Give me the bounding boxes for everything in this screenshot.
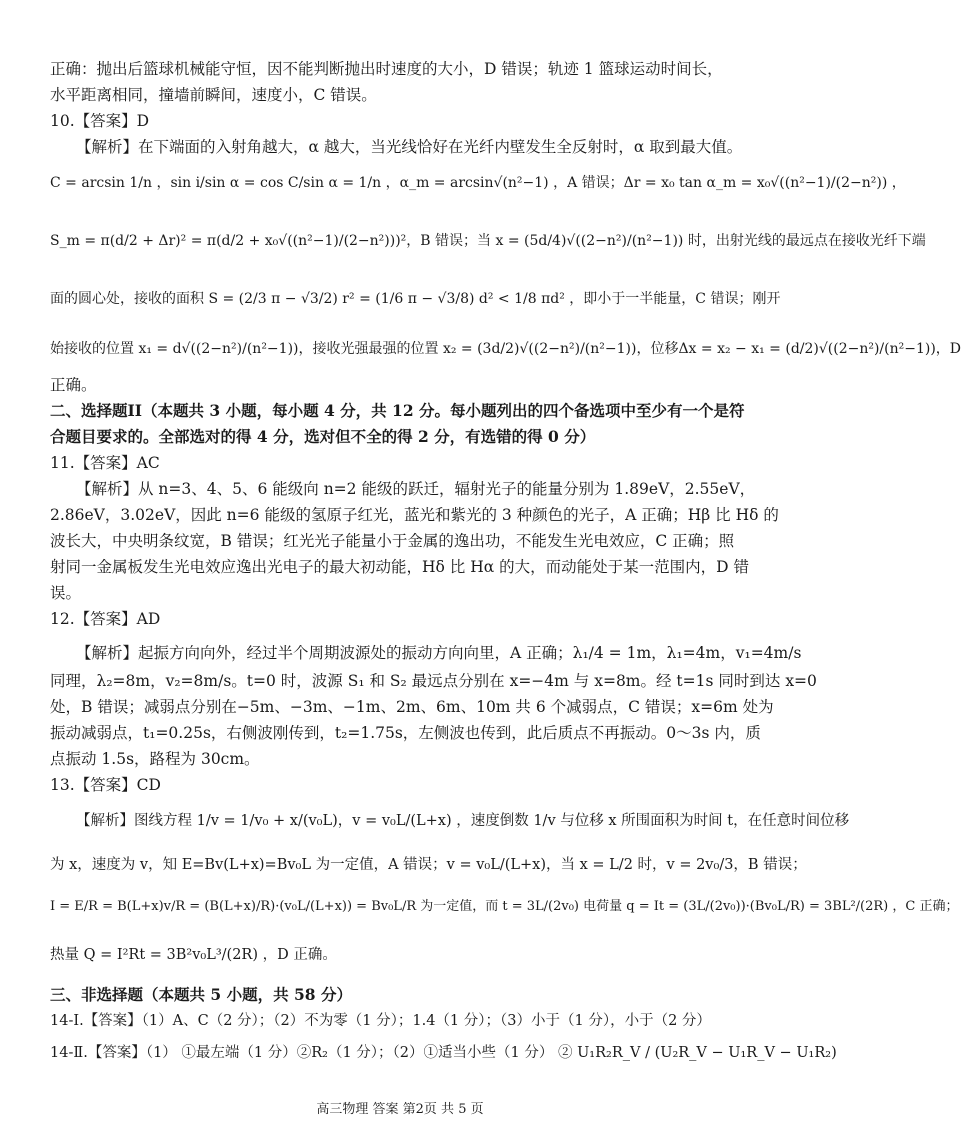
text-line: 正确：抛出后篮球机械能守恒，因不能判断抛出时速度的大小，D 错误；轨迹 1 篮球运动时间长， bbox=[50, 60, 723, 78]
section-3-heading: 三、非选择题（本题共 5 小题，共 58 分） bbox=[50, 985, 352, 1004]
text-line: 点振动 1.5s，路程为 30cm。 bbox=[50, 750, 260, 768]
text-line: 同理，λ₂=8m，v₂=8m/s。t=0 时，波源 S₁ 和 S₂ 最远点分别在 x=−4m 与 x=8m。经 t=1s 同时到达 x=0 bbox=[50, 672, 817, 690]
text-line: 为 x，速度为 v，知 E=Bv(L+x)=Bv₀L 为一定值，A 错误；v = v₀L/(L+x)，当 x = L/2 时，v = 2v₀/3，B 错误； bbox=[50, 857, 807, 873]
q13-answer: 13.【答案】CD bbox=[50, 776, 161, 794]
q10-analysis: 【解析】在下端面的入射角越大，α 越大，当光线恰好在光纤内壁发生全反射时，α 取到最大值。 bbox=[76, 138, 743, 156]
q10-equation-line: 始接收的位置 x₁ = d√((2−n²)/(n²−1))，接收光强最强的位置 x₂ = (3d/2)√((2−n²)/(n²−1))，位移Δx = x₂ − x₁ = (d/2)√((2−n²)/(n²−1))，D bbox=[50, 341, 961, 357]
text-line: 水平距离相同，撞墙前瞬间，速度小，C 错误。 bbox=[50, 86, 377, 104]
q10-equation-line: S_m = π(d/2 + Δr)² = π(d/2 + x₀√((n²−1)/(2−n²)))²，B 错误；当 x = (5d/4)√((2−n²)/(n²−1)) 时，出射光线的最远点在接收光纤下端 bbox=[50, 233, 926, 249]
q10-answer: 10.【答案】D bbox=[50, 112, 150, 130]
q10-equation-line: C = arcsin 1/n ，sin i/sin α = cos C/sin α = 1/n ，α_m = arcsin√(n²−1) ，A 错误；Δr = x₀ tan α_m = x₀√((n²−1)/(2−n²)) ， bbox=[50, 175, 906, 191]
text-line: 波长大，中央明条纹宽，B 错误；红光光子能量小于金属的逸出功，不能发生光电效应，C 正确；照 bbox=[50, 532, 735, 550]
text-line: 射同一金属板发生光电效应逸出光电子的最大初动能，Hδ 比 Hα 的大，而动能处于某一范围内，D 错 bbox=[50, 558, 749, 576]
text-line: 正确。 bbox=[50, 376, 97, 394]
text-line: 振动减弱点，t₁=0.25s，右侧波刚传到，t₂=1.75s，左侧波也传到，此后质点不再振动。0～3s 内，质 bbox=[50, 724, 761, 742]
q13-equation-line: I = E/R = B(L+x)v/R = (B(L+x)/R)·(v₀L/(L+x)) = Bv₀L/R 为一定值，而 t = 3L/(2v₀) 电荷量 q = It = (3L/(2v₀))·(Bv₀L/R) = 3BL²/(2R) ，C 正确； bbox=[50, 899, 959, 914]
q12-answer: 12.【答案】AD bbox=[50, 610, 161, 628]
q12-analysis: 【解析】起振方向向外，经过半个周期波源处的振动方向向里，A 正确；λ₁/4 = 1m，λ₁=4m，v₁=4m/s bbox=[76, 644, 802, 662]
page-footer: 高三物理 答案 第2页 共 5 页 bbox=[316, 1102, 484, 1117]
q11-analysis: 【解析】从 n=3、4、5、6 能级向 n=2 能级的跃迁，辐射光子的能量分别为 1.89eV，2.55eV， bbox=[76, 480, 756, 498]
q14-2-answer: 14-Ⅱ.【答案】（1） ①最左端（1 分）②R₂（1 分）；（2）①适当小些（1 分） ② U₁R₂R_V / (U₂R_V − U₁R_V − U₁R₂) bbox=[50, 1045, 837, 1061]
text-line: 处，B 错误；减弱点分别在−5m、−3m、−1m、2m、6m、10m 共 6 个减弱点，C 错误；x=6m 处为 bbox=[50, 698, 774, 716]
q13-equation-line: 热量 Q = I²Rt = 3B²v₀L³/(2R) ，D 正确。 bbox=[50, 947, 337, 963]
text-line: 2.86eV，3.02eV，因此 n=6 能级的氢原子红光，蓝光和紫光的 3 种颜色的光子，A 正确；Hβ 比 Hδ 的 bbox=[50, 506, 779, 524]
q14-1-answer: 14-Ⅰ.【答案】（1）A、C（2 分）；（2）不为零（1 分）；1.4（1 分）；（3）小于（1 分），小于（2 分） bbox=[50, 1013, 711, 1029]
section-2-heading: 合题目要求的。全部选对的得 4 分，选对但不全的得 2 分，有选错的得 0 分） bbox=[50, 427, 596, 446]
q13-analysis: 【解析】图线方程 1/v = 1/v₀ + x/(v₀L)，v = v₀L/(L+x) ，速度倒数 1/v 与位移 x 所围面积为时间 t，在任意时间位移 bbox=[76, 813, 850, 829]
q11-answer: 11.【答案】AC bbox=[50, 454, 160, 472]
q10-equation-line: 面的圆心处，接收的面积 S = (2/3 π − √3/2) r² = (1/6 π − √3/8) d² < 1/8 πd² ，即小于一半能量，C 错误；刚开 bbox=[50, 291, 781, 307]
section-2-heading: 二、选择题II（本题共 3 小题，每小题 4 分，共 12 分。每小题列出的四个备选项中至少有一个是符 bbox=[50, 401, 745, 420]
text-line: 误。 bbox=[50, 584, 82, 602]
